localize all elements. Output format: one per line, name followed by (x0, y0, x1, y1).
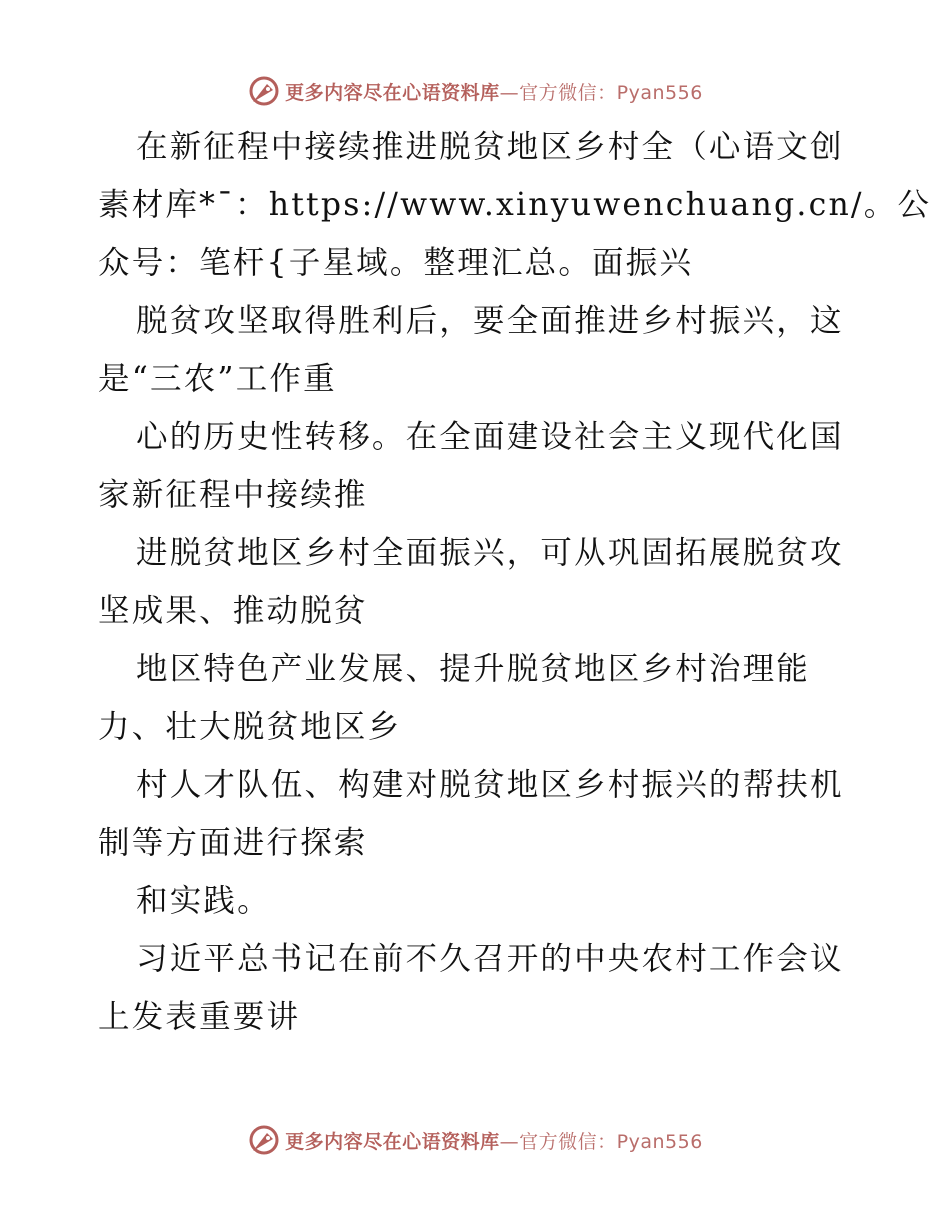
text-line: 村人才队伍、构建对脱贫地区乡村振兴的帮扶机 (136, 767, 844, 803)
footer-banner (0, 1120, 950, 1160)
text-line: 心的历史性转移。在全面建设社会主义现代化国 (136, 419, 844, 455)
text-line: 上发表重要讲 (98, 999, 301, 1035)
banner-wechat: 官方微信：Pyan556 (519, 1130, 703, 1153)
text-line: 是“三农”工作重 (98, 361, 337, 397)
text-line: 坚成果、推动脱贫 (98, 593, 368, 629)
text-line: 和实践。 (136, 883, 271, 919)
text-line: 在新征程中接续推进脱贫地区乡村全（心语文创 (136, 129, 844, 165)
banner-separator: — (499, 81, 520, 104)
text-line: 家新征程中接续推 (98, 477, 368, 513)
document-body (98, 118, 932, 1046)
text-line: 地区特色产业发展、提升脱贫地区乡村治理能 (136, 651, 811, 687)
footer-banner-text (285, 1127, 703, 1154)
pen-nib-circle-icon (247, 74, 281, 108)
text-line: 众号：笔杆{子星域。整理汇总。面振兴 (98, 245, 694, 281)
text-line: 进脱贫地区乡村全面振兴，可从巩固拓展脱贫攻 (136, 535, 844, 571)
banner-title: 更多内容尽在心语资料库 (285, 81, 500, 104)
text-line: 脱贫攻坚取得胜利后，要全面推进乡村振兴，这 (136, 303, 844, 339)
text-line: 力、壮大脱贫地区乡 (98, 709, 402, 745)
text-line: 习近平总书记在前不久召开的中央农村工作会议 (136, 941, 844, 977)
banner-wechat: 官方微信：Pyan556 (519, 81, 703, 104)
banner-separator: — (499, 1130, 520, 1153)
banner-title: 更多内容尽在心语资料库 (285, 1130, 500, 1153)
text-line: 制等方面进行探索 (98, 825, 368, 861)
pen-nib-circle-icon (247, 1123, 281, 1157)
header-banner (0, 71, 950, 111)
text-line: 素材库*¯：https://www.xinyuwenchuang.cn/。公 (98, 187, 932, 223)
header-banner-text (285, 78, 703, 105)
